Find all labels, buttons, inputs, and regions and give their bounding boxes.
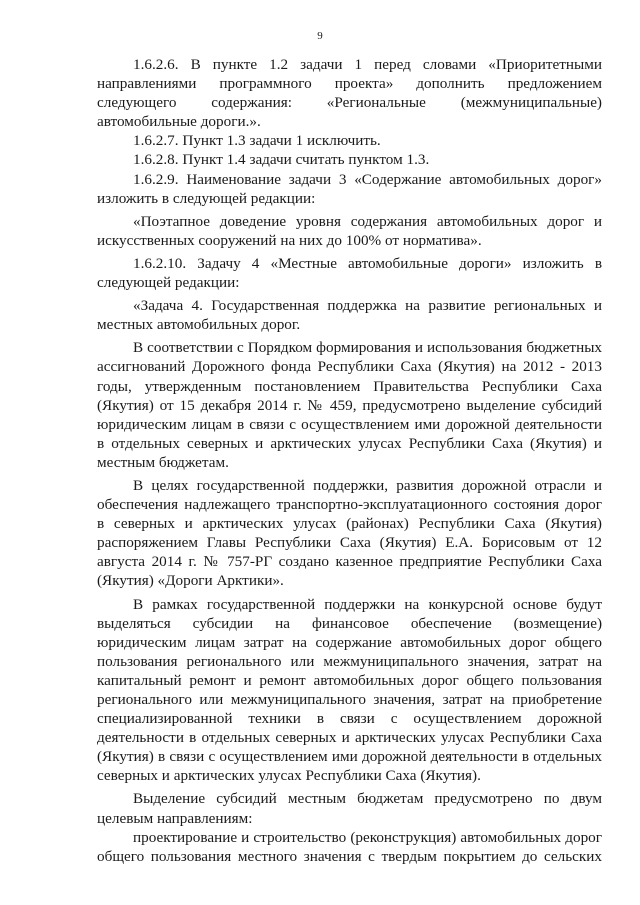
paragraph-local-budgets: Выделение субсидий местным бюджетам предусмотрено по двум целевым направлениям: [97, 790, 602, 827]
page-number: 9 [317, 30, 323, 42]
paragraph-1-6-2-7: 1.6.2.7. Пункт 1.3 задачи 1 исключить. [133, 132, 381, 150]
paragraph-1-6-2-9: 1.6.2.9. Наименование задачи 3 «Содержание автомобильных дорог» изложить в следующей редакции: [97, 170, 602, 207]
paragraph-subsidies-competition: В рамках государственной поддержки на конкурсной основе будут выделяться субсидии на финансовое обеспечение (возмещение) юридическим лицам затрат на содержание автомобильных дорог общего пользования регионального или межмуниципального значения, затрат на капитальный ремонт и ремонт автомобильных дорог общего пользования регионального или межмуниципального значения, затрат на приобретение специализированной техники в связи с осуществлением дорожной деятельности в отдельных северных и арктических улусах Республики Саха (Якутия) в связи с осуществлением ими дорожной деятельности в отдельных северных и арктических улусах Республики Саха (Якутия). [97, 595, 602, 785]
paragraph-design-construction: проектирование и строительство (реконструкция) автомобильных дорог общего пользования местного значения с твердым покрытием до сельских [97, 828, 602, 865]
paragraph-budget-allocation: В соответствии с Порядком формирования и использования бюджетных ассигнований Дорожного фонда Республики Саха (Якутия) на 2012 - 2013 годы, утвержденным постановлением Правительства Республики Саха (Якутия) от 15 декабря 2014 г. № 459, предусмотрено выделение субсидий юридическим лицам в связи с осуществлением ими дорожной деятельности в отдельных северных и арктических улусах Республики Саха (Якутия) и местным бюджетам. [97, 339, 602, 471]
paragraph-1-6-2-6: 1.6.2.6. В пункте 1.2 задачи 1 перед словами «Приоритетными направлениями программного проекта» дополнить предложением следующего содержания: «Региональные (межмуниципальные) автомобильные дороги.». [97, 56, 602, 131]
paragraph-task-3-new-name: «Поэтапное доведение уровня содержания автомобильных дорог и искусственных сооружений на них до 100% от норматива». [97, 212, 602, 249]
paragraph-state-support: В целях государственной поддержки, развития дорожной отрасли и обеспечения надлежащего транспортно-эксплуатационного состояния дорог в северных и арктических улусах (районах) Республики Саха (Якутия) распоряжением Главы Республики Саха (Якутия) Е.А. Борисовым от 12 августа 2014 г. № 757-РГ создано казенное предприятие Республики Саха (Якутия) «Дороги Арктики». [97, 476, 602, 590]
paragraph-1-6-2-8: 1.6.2.8. Пункт 1.4 задачи считать пунктом 1.3. [133, 151, 430, 169]
paragraph-1-6-2-10: 1.6.2.10. Задачу 4 «Местные автомобильные дороги» изложить в следующей редакции: [97, 254, 602, 292]
paragraph-task-4-title: «Задача 4. Государственная поддержка на развитие региональных и местных автомобильных дорог. [97, 297, 602, 334]
document-body [97, 55, 602, 866]
